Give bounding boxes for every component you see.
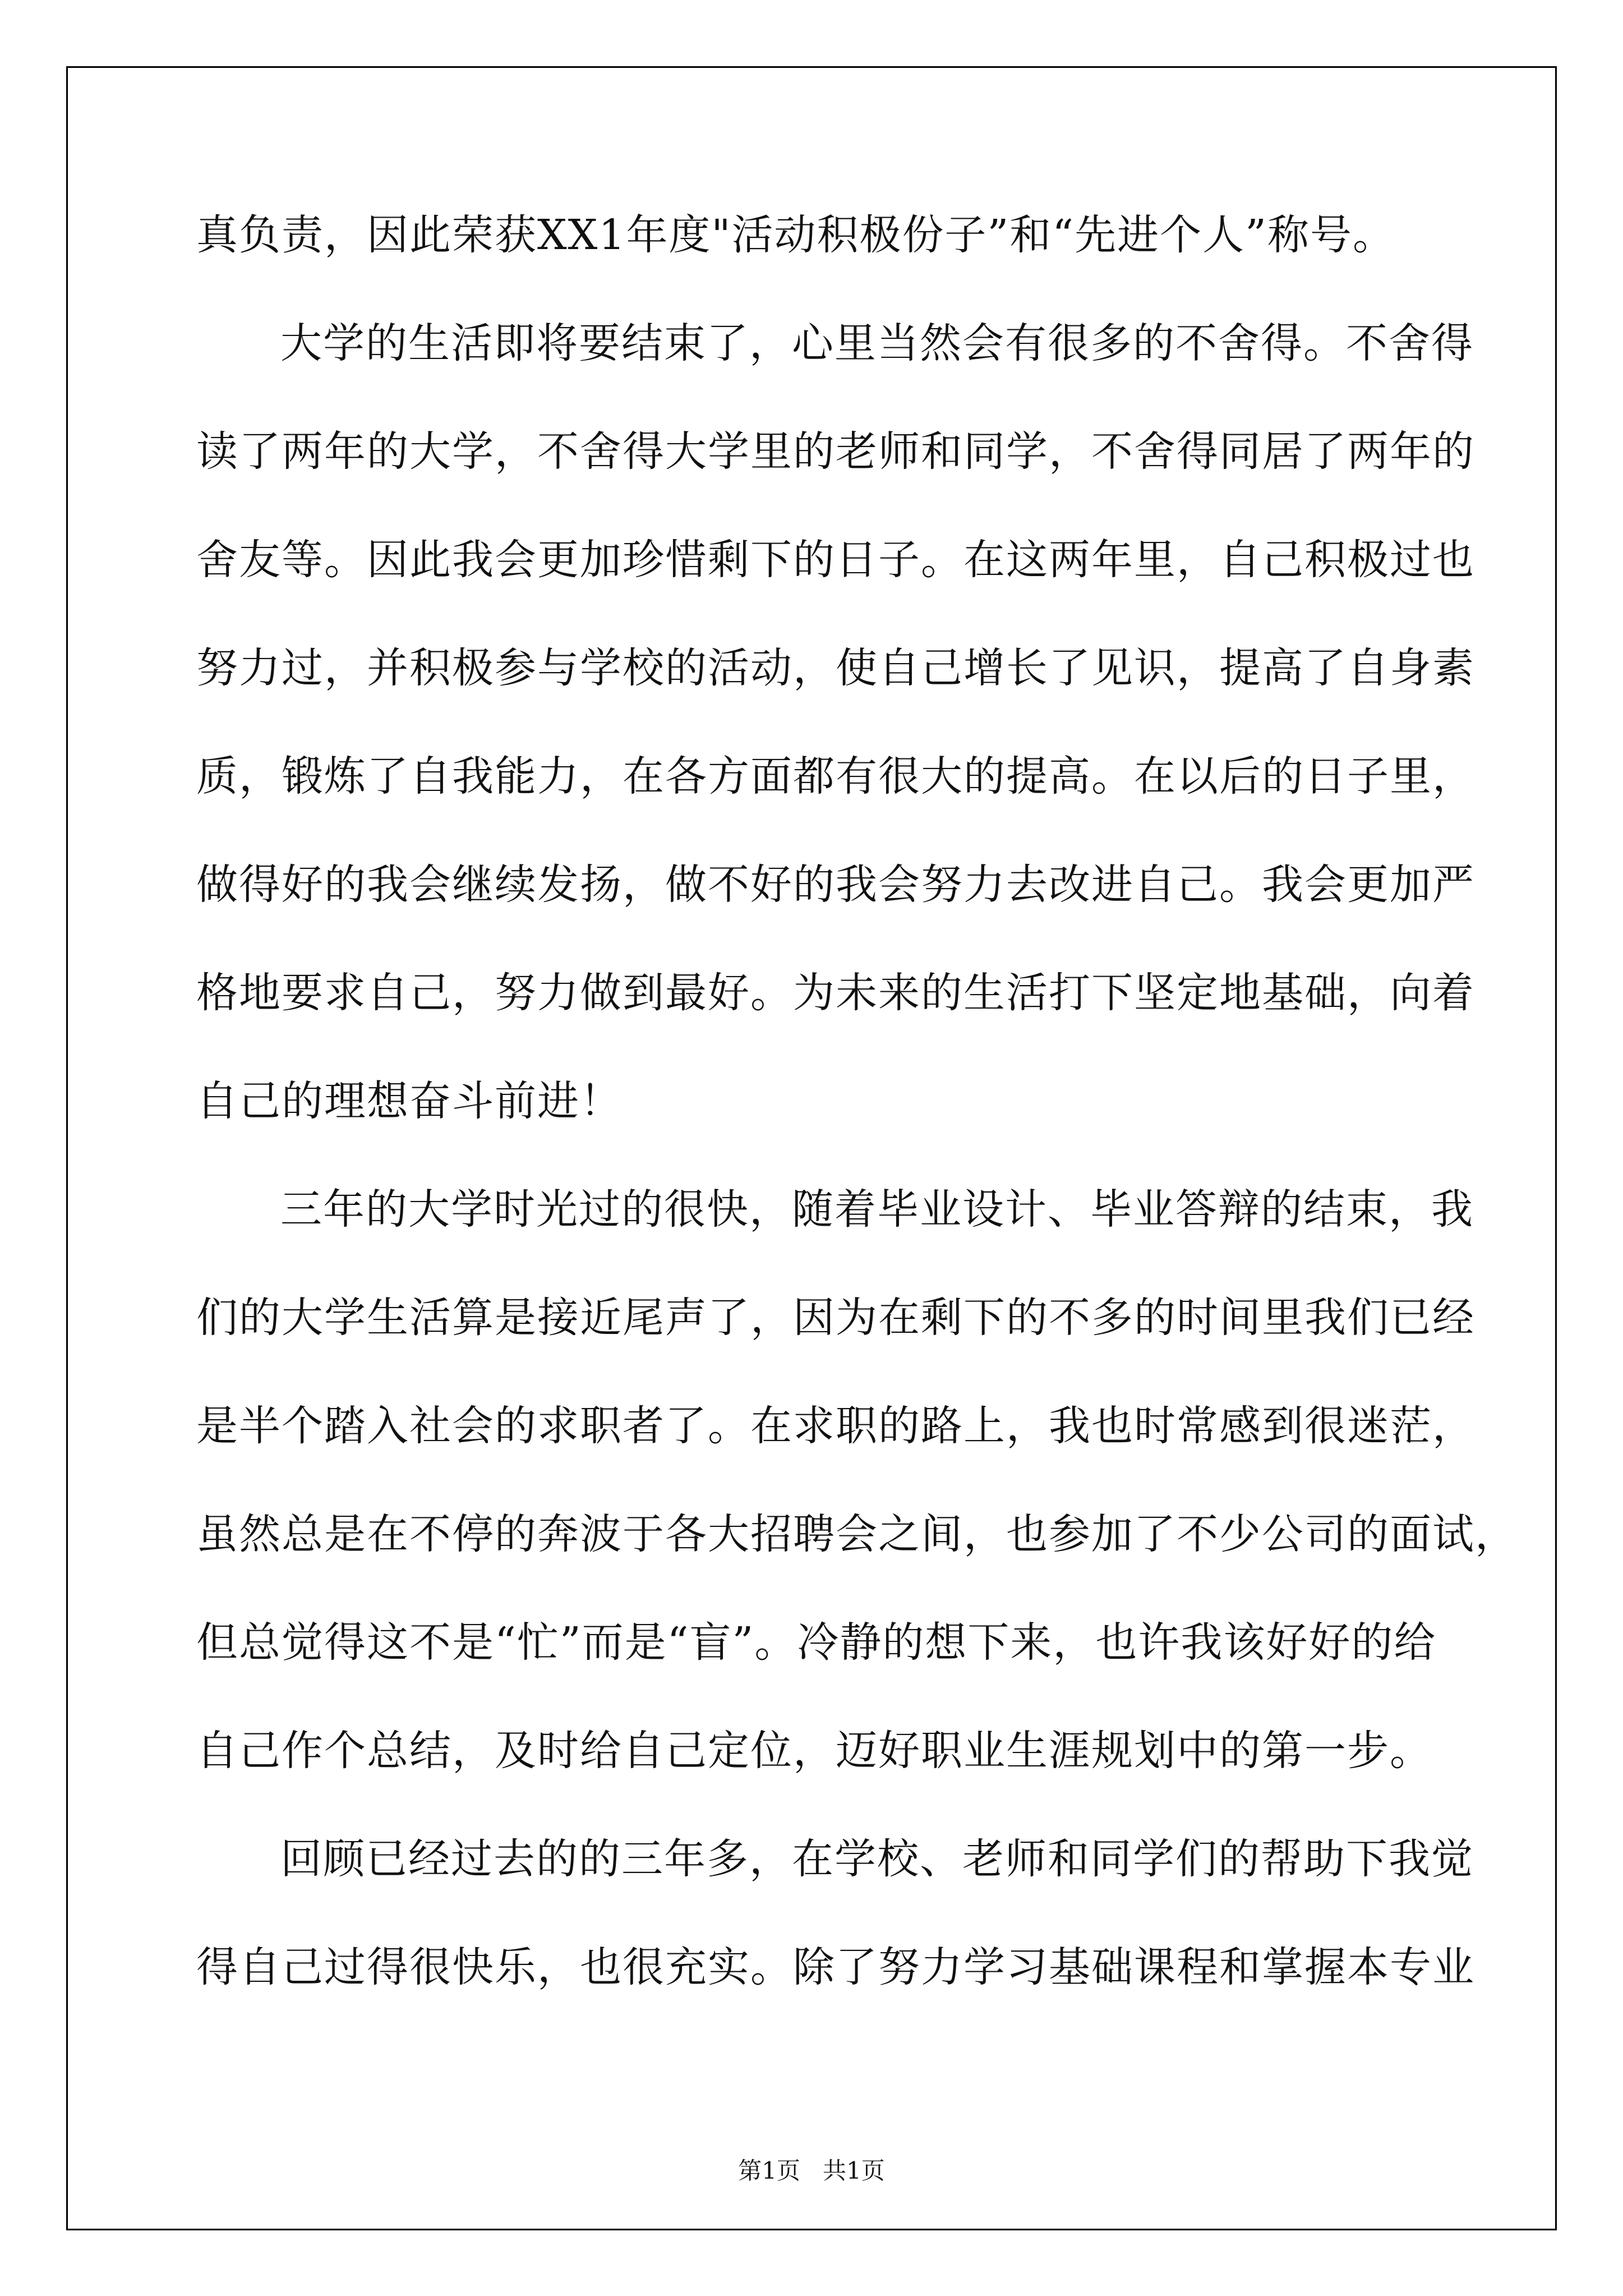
page-footer: [0, 2154, 1623, 2188]
text-line-10: 三年的大学时光过的很快，随着毕业设计、毕业答辩的结束，我: [280, 1185, 1474, 1234]
text-line-14: 但总觉得这不是“忙”而是“盲”。冷静的想下来，也许我该好好的给: [196, 1618, 1437, 1667]
text-line-6: 质，锻炼了自我能力，在各方面都有很大的提高。在以后的日子里，: [196, 752, 1475, 800]
text-line-4: 舍友等。因此我会更加珍惜剩下的日子。在这两年里，自己积极过也: [196, 536, 1475, 584]
text-line-2: 大学的生活即将要结束了，心里当然会有很多的不舍得。不舍得: [280, 319, 1474, 367]
document-body: [196, 208, 1518, 2048]
text-line-17: 得自己过得很快乐，也很充实。除了努力学习基础课程和掌握本专业: [196, 1943, 1475, 1991]
text-line-11: 们的大学生活算是接近尾声了，因为在剩下的不多的时间里我们已经: [196, 1294, 1475, 1342]
text-line-7: 做得好的我会继续发扬，做不好的我会努力去改进自己。我会更加严: [196, 861, 1475, 909]
page-total: 共1页: [823, 2157, 885, 2184]
text-line-9: 自己的理想奋斗前进！: [196, 1077, 623, 1125]
text-line-5: 努力过，并积极参与学校的活动，使自己增长了见识，提高了自身素: [196, 644, 1475, 692]
text-line-8: 格地要求自己，努力做到最好。为未来的生活打下坚定地基础，向着: [196, 969, 1475, 1017]
text-line-13: 虽然总是在不停的奔波于各大招聘会之间，也参加了不少公司的面试，: [196, 1510, 1518, 1558]
text-line-16: 回顾已经过去的的三年多，在学校、老师和同学们的帮助下我觉: [280, 1835, 1474, 1883]
text-line-15: 自己作个总结，及时给自己定位，迈好职业生涯规划中的第一步。: [196, 1727, 1432, 1775]
text-line-12: 是半个踏入社会的求职者了。在求职的路上，我也时常感到很迷茫，: [196, 1402, 1475, 1450]
text-line-3: 读了两年的大学，不舍得大学里的老师和同学，不舍得同居了两年的: [196, 427, 1475, 476]
page-number: 第1页: [738, 2157, 800, 2184]
text-line-1: 真负责，因此荣获XX1年度"活动积极份子”和“先进个人”称号。: [196, 211, 1395, 259]
